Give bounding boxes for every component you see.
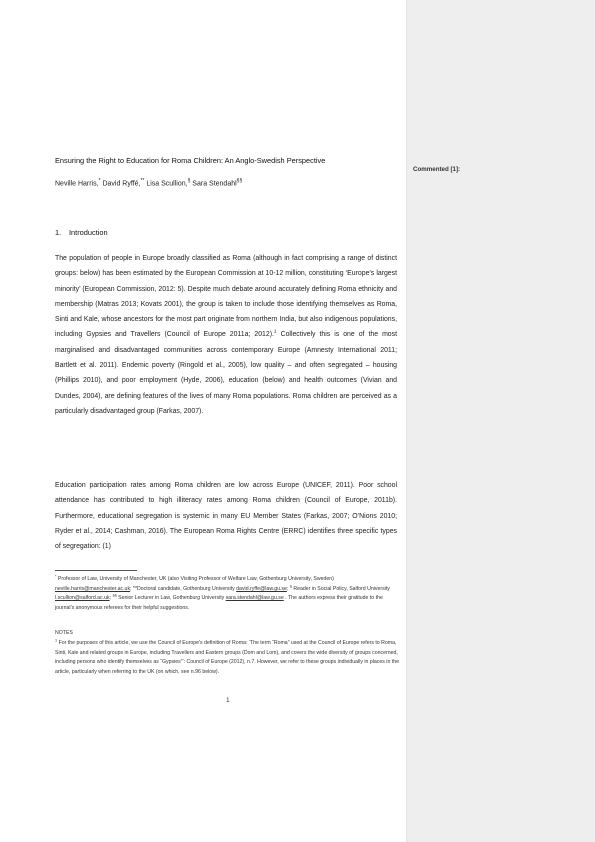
footnote-separator xyxy=(55,570,137,571)
author-list xyxy=(55,178,242,187)
footnote-text: . The authors express their gratitude to the journal’s anonymous referees for their helpful suggestions. xyxy=(55,595,383,611)
footnote-text: For the purposes of this article, we use the Council of Europe’s definition of Roma: ‘The term “Roma” used at the Council of Europe refers to Roma, Sinti, Kale and related groups in Europe, including Travellers and Eastern groups (Dom and Lom), and covers the wide diversity of groups concerned, including persons who identify themselves as “Gypsies”’: Council of Europe (2012), n.7. However, we refer to these groups individually in places in the article, particularly when referring to the UK (on which, see n.96 below). xyxy=(55,640,399,675)
section-number: 1. xyxy=(55,228,62,237)
email-link[interactable]: david.ryffe@law.gu.se xyxy=(236,585,287,592)
footnote-text: ; **Doctoral candidate, Gothenburg University xyxy=(130,585,237,592)
author-marker[interactable]: §§ xyxy=(236,178,243,184)
footnote-reference[interactable]: 1 xyxy=(273,330,277,336)
author-name: Neville Harris, xyxy=(55,180,99,188)
footnote-text: Reader in Social Policy, Salford University xyxy=(291,585,390,592)
footnote-text: ; xyxy=(109,595,113,602)
email-link[interactable]: sara.stendahl@law.gu.se xyxy=(225,595,284,602)
page-number: 1 xyxy=(226,697,230,704)
paragraph-text: Education participation rates among Roma children are low across Europe (UNICEF, 2011). Poor school attendance has contributed to high illiteracy rates among Roma children (Council of Europe, 2011b). Furthermore, educational segregation is systemic in many EU Member States (Farkas, 2007; O’Nions 2010; Ryder et al., 2014; Cashman, 2016). The European Roma Rights Centre (ERRC) identifies three specific types of segregation: (1) xyxy=(55,482,397,551)
body-paragraph xyxy=(55,251,397,419)
footnote-marker: * xyxy=(55,574,57,579)
paper-title: Ensuring the Right to Education for Roma Children: An Anglo-Swedish Perspective xyxy=(55,156,326,165)
footnote-marker: § xyxy=(289,583,292,588)
notes-label: NOTES xyxy=(55,630,73,636)
comment-heading[interactable]: Commented [1]: xyxy=(413,166,461,173)
footnote-text: ; xyxy=(286,585,290,592)
comment-pane[interactable] xyxy=(406,0,595,842)
section-title: Introduction xyxy=(69,228,108,237)
footnote-author-affiliations xyxy=(55,575,400,613)
footnote-text: Professor of Law, University of Manchester, UK (also Visiting Professor of Welfare Law, Gothenburg University, Sweden) xyxy=(56,576,334,582)
footnote-marker: §§ xyxy=(112,593,117,598)
paragraph-text: The population of people in Europe broadly classified as Roma (although in fact comprising a range of distinct groups: below) has been estimated by the European Commission at 10-12 million, constituting ‘Europe’s largest minority’ (European Commission, 2012: 5). Despite much debate around accurately defining Roma ethnicity and membership (Matras 2013; Kovats 2001), the group is taken to include those identifying themselves as Roma, Sinti and Kale, whose ancestors for the most part originate from northern India, but also indigenous populations, including Gypsies and Travellers (Council of Europe 2011a; 2012). xyxy=(55,255,397,339)
email-link[interactable]: l.scullion@salford.ac.uk xyxy=(55,595,110,602)
footnote-marker: 1 xyxy=(55,638,58,643)
author-name: David Ryffé, xyxy=(100,180,141,188)
paragraph-text: Collectively this is one of the most marginalised and disadvantaged communities across contemporary Europe (Amnesty International 2011; Bartlett et al. 2011). Endemic poverty (Ringold et al., 2005), low quality – and often segregated – housing (Phillips 2010), and poor employment (Hyde, 2006), education (below) and health outcomes (Vivian and Dundes, 2004), are defining features of the lives of many Roma populations. Roma children are perceived as a particularly disadvantaged group (Farkas, 2007). xyxy=(55,331,397,415)
body-paragraph xyxy=(55,478,397,554)
section-heading xyxy=(55,228,108,237)
author-marker[interactable]: * xyxy=(98,178,101,184)
author-marker[interactable]: ** xyxy=(140,178,145,184)
footnote-definition xyxy=(55,639,400,677)
author-name: Lisa Scullion, xyxy=(144,180,188,188)
author-marker[interactable]: § xyxy=(187,178,191,184)
author-name: Sara Stendahl xyxy=(190,180,237,188)
footnote-text: Senior Lecturer in Law, Gothenburg University xyxy=(116,595,226,602)
email-link[interactable]: neville.harris@manchester.ac.uk xyxy=(55,585,131,592)
